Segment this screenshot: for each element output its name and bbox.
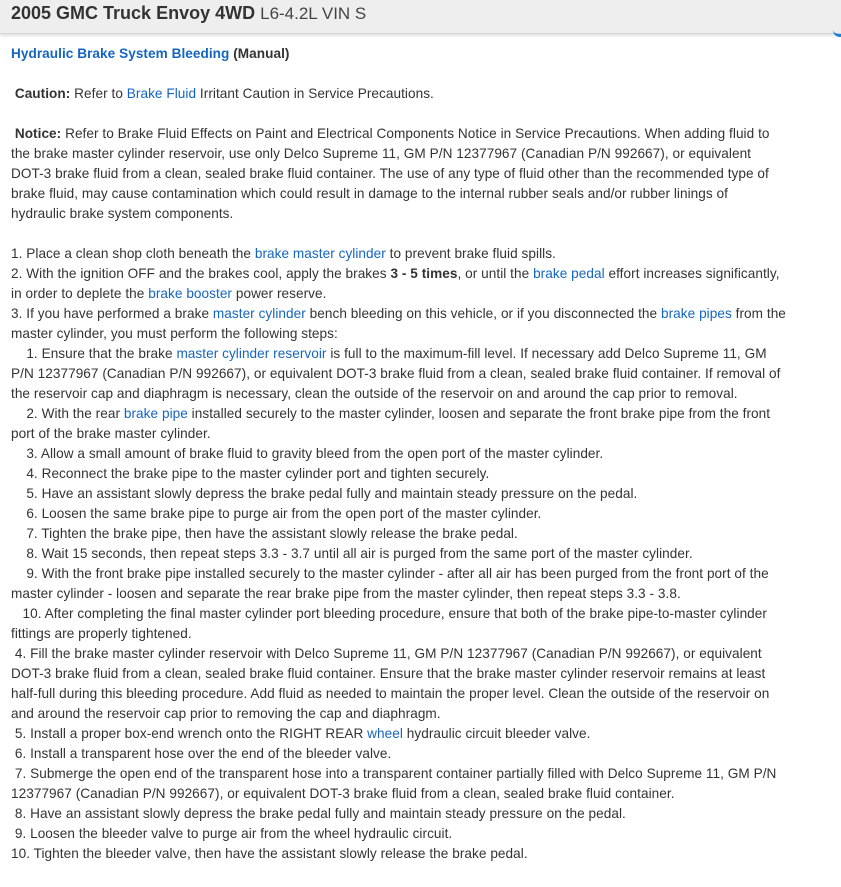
step-text: effort increases significantly, in order to deplete the xyxy=(11,266,780,301)
step-9: 9. Loosen the bleeder valve to purge air from the wheel hydraulic circuit. xyxy=(11,826,453,841)
step-text: is full to the maximum-fill level. If necessary add Delco Supreme 11, GM P/N 12377967 (Canadian P/N 992667), or equivalent DOT-3 brake fluid from a clean, sealed brake fluid container. If removal of the reservoir cap and diaphragm is necessary, clean the outside of the reservoir on and around the cap prior to removal. xyxy=(11,346,785,401)
step-text: to prevent brake fluid spills. xyxy=(385,246,556,261)
step-7: 7. Submerge the open end of the transparent hose into a transparent container partially filled with Delco Supreme 11, GM P/N 12377967 (Canadian P/N 992667), or equivalent DOT-3 brake fluid from a clean, sealed brake fluid container. xyxy=(11,766,781,801)
step-3-1 xyxy=(11,344,786,404)
wheel-link[interactable]: wheel xyxy=(367,726,403,741)
step-3-8: 8. Wait 15 seconds, then repeat steps 3.3 - 3.7 until all air is purged from the same port of the master cylinder. xyxy=(11,546,693,561)
step-3-4: 4. Reconnect the brake pipe to the master cylinder port and tighten securely. xyxy=(11,466,490,481)
step-3-5: 5. Have an assistant slowly depress the brake pedal fully and maintain steady pressure on the pedal. xyxy=(11,486,638,501)
step-6: 6. Install a transparent hose over the end of the bleeder valve. xyxy=(11,746,392,761)
step-3-6: 6. Loosen the same brake pipe to purge air from the open port of the master cylinder. xyxy=(11,506,542,521)
step-text: 1. Ensure that the brake xyxy=(11,346,177,361)
step-1 xyxy=(11,244,786,264)
section-link[interactable]: Hydraulic Brake System Bleeding xyxy=(11,46,230,61)
step-5 xyxy=(11,724,786,744)
step-3-7: 7. Tighten the brake pipe, then have the assistant slowly release the brake pedal. xyxy=(11,526,518,541)
step-emphasis: 3 - 5 times xyxy=(390,266,458,281)
brake-booster-link[interactable]: brake booster xyxy=(148,286,233,301)
scroll-indicator[interactable] xyxy=(833,24,841,37)
master-cylinder-reservoir-link[interactable]: master cylinder reservoir xyxy=(176,346,327,361)
step-text: 1. Place a clean shop cloth beneath the xyxy=(11,246,255,261)
notice-label: Notice: xyxy=(14,126,62,141)
step-4: 4. Fill the brake master cylinder reservoir with Delco Supreme 11, GM P/N 12377967 (Canadian P/N 992667), or equivalent DOT-3 brake fluid from a clean, sealed brake fluid container. Ensure that the brake master cylinder reservoir remains at least half-full during this bleeding procedure. Add fluid as needed to maintain the proper level. Clean the outside of the reservoir on and around the reservoir cap prior to removing the cap and diaphragm. xyxy=(11,646,774,721)
step-2 xyxy=(11,264,786,304)
brake-fluid-link[interactable]: Brake Fluid xyxy=(126,86,197,101)
step-text: bench bleeding on this vehicle, or if you disconnected the xyxy=(305,306,661,321)
step-text: from the master cylinder, you must perform the following steps: xyxy=(11,306,786,341)
step-text: installed securely to the master cylinder, loosen and separate the front brake pipe from the front port of the brake master cylinder. xyxy=(11,406,774,441)
page-title xyxy=(11,3,366,24)
engine-subtitle: L6-4.2L VIN S xyxy=(260,4,367,23)
step-text: 2. With the rear xyxy=(11,406,124,421)
step-text: , or until the xyxy=(457,266,534,281)
section-heading xyxy=(11,44,786,64)
step-3-2 xyxy=(11,404,786,444)
caution-text-post: Irritant Caution in Service Precautions. xyxy=(196,86,434,101)
step-3-9: 9. With the front brake pipe installed securely to the master cylinder - after all air has been purged from the front port of the master cylinder - loosen and separate the rear brake pipe from the master cylinder, then repeat steps 3.3 - 3.8. xyxy=(11,566,773,601)
brake-pipe-link[interactable]: brake pipe xyxy=(123,406,188,421)
brake-pedal-link[interactable]: brake pedal xyxy=(533,266,605,281)
brake-pipes-link[interactable]: brake pipes xyxy=(660,306,732,321)
notice-paragraph xyxy=(11,124,786,224)
procedure-content xyxy=(11,44,786,864)
step-3-3: 3. Allow a small amount of brake fluid to gravity bleed from the open port of the master cylinder. xyxy=(11,446,604,461)
step-text: 3. If you have performed a brake xyxy=(11,306,213,321)
step-text: 2. With the ignition OFF and the brakes cool, apply the brakes xyxy=(11,266,391,281)
step-8: 8. Have an assistant slowly depress the brake pedal fully and maintain steady pressure on the pedal. xyxy=(11,806,626,821)
caution-paragraph xyxy=(11,84,786,104)
notice-text: Refer to Brake Fluid Effects on Paint and Electrical Components Notice in Service Precautions. When adding fluid to the brake master cylinder reservoir, use only Delco Supreme 11, GM P/N 12377967 (Canadian P/N 992667), or equivalent DOT-3 brake fluid from a clean, sealed brake fluid container. The use of any type of fluid other than the recommended type of brake fluid, may cause contamination which could result in damage to the internal rubber seals and/or rubber linings of hydraulic brake system components. xyxy=(11,126,770,221)
brake-master-cylinder-link[interactable]: brake master cylinder xyxy=(254,246,386,261)
step-10: 10. Tighten the bleeder valve, then have the assistant slowly release the brake pedal. xyxy=(11,846,528,861)
step-text: hydraulic circuit bleeder valve. xyxy=(402,726,591,741)
vehicle-title: 2005 GMC Truck Envoy 4WD xyxy=(11,3,256,23)
document-header xyxy=(0,0,841,34)
caution-text-pre: Refer to xyxy=(70,86,127,101)
section-suffix: (Manual) xyxy=(229,46,290,61)
step-3-10: 10. After completing the final master cylinder port bleeding procedure, ensure that both of the brake pipe-to-master cylinder fittings are properly tightened. xyxy=(11,606,771,641)
step-3 xyxy=(11,304,786,344)
master-cylinder-link[interactable]: master cylinder xyxy=(212,306,306,321)
step-text: 5. Install a proper box-end wrench onto the RIGHT REAR xyxy=(11,726,368,741)
caution-label: Caution: xyxy=(14,86,71,101)
step-text: power reserve. xyxy=(232,286,327,301)
